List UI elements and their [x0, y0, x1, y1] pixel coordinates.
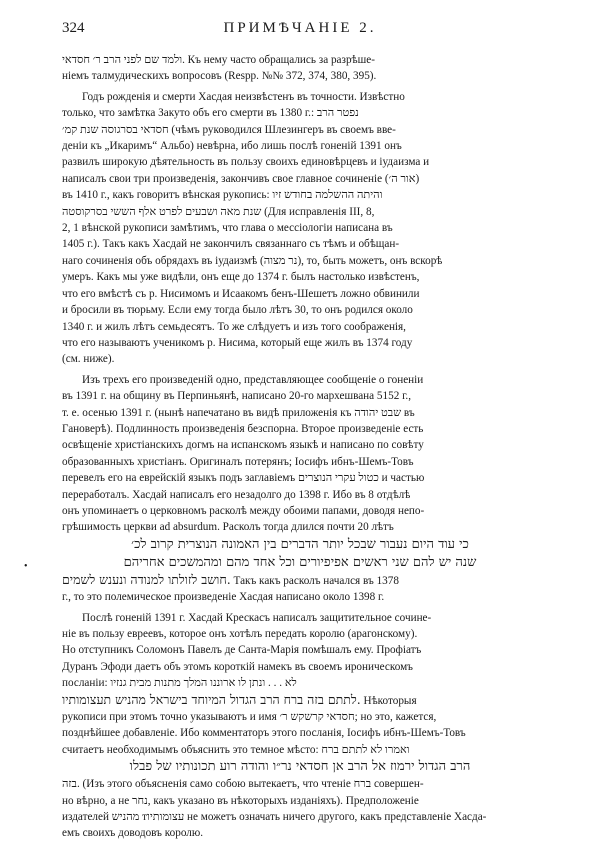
text-line: посланіи: לא . . . ונתן לו ארוננו המלך מתנות מבית גנזיו — [62, 677, 297, 690]
text-line: חסדאי בסרגוסה שנת קמ׳ (чѣмъ руководился Шлезингеръ въ своемъ вве- — [62, 123, 396, 136]
page-body — [62, 52, 538, 842]
text-line: емъ своихъ доводовъ королю. — [62, 827, 203, 840]
text-line: только, что замѣтка Закуто объ его смерти въ 1380 г.: נפטר הרב — [62, 107, 359, 120]
text-line: ніемъ талмудическихъ вопросовъ (Respp. №№ 372, 374, 380, 395). — [62, 70, 377, 83]
text-line: переработалъ. Хасдай написалъ его незадолго до 1398 г. Ибо въ 8 отдѣлѣ — [62, 488, 411, 501]
text-line: освѣщеніе христіанскихъ догмъ на испанскомъ языкѣ и написано по совѣту — [62, 439, 424, 452]
text-line: и бросили въ тюрьму. Если ему тогда было лѣтъ 30, то онъ родился около — [62, 304, 413, 317]
text-line: בזה. (Изъ этого объясненія само собою вытекаетъ, что чтеніе ברח совершен- — [62, 778, 424, 791]
text-line: въ 1410 г., какъ говоритъ вѣнская рукопись: והיתה ההשלמה בחודש זיו — [62, 189, 383, 202]
text-line — [62, 572, 538, 589]
text-line: рукописи при этомъ точно указываютъ и имя חסדאי קרשקש ר׳; но это, кажется, — [62, 711, 437, 724]
hebrew-quote-line: כי עוד היום נעבור שבכל יותר הדברים בין האמונה הנוצרית קרוב לכ׳ — [131, 536, 469, 552]
margin-mark: • — [24, 561, 28, 572]
text-line — [62, 692, 538, 709]
text-line: умеръ. Какъ мы уже видѣли, онъ еще до 1374 г. былъ настолько извѣстенъ, — [62, 271, 420, 284]
text-line: перевелъ его на еврейскій языкъ подъ заглавіемъ כטול עקרי הנוצרים и частью — [62, 472, 425, 485]
page-number: 324 — [62, 20, 85, 36]
text-line: въ 1391 г. на общину въ Перпиньянѣ, написано 20-го мархешвана 5152 г., — [62, 390, 412, 403]
text-line: Дуранъ Эфоди даетъ объ этомъ короткій намекъ въ своемъ ироническомъ — [62, 660, 413, 673]
text-line: образованныхъ христіанъ. Оригиналъ потерянъ; Іосифъ ибнъ-Шемъ-Товъ — [62, 455, 414, 468]
text-line: онъ упоминаетъ о церковномъ расколѣ между обоими папами, доводя непо- — [62, 504, 425, 517]
hebrew-quote-line: לתתם בזה ברח הרב הגדול המיוחד בישראל מהניש תעצומותיו. — [62, 691, 361, 707]
text-line: Годъ рожденія и смерти Хасдая неизвѣстенъ въ точности. Извѣстно — [82, 90, 405, 103]
text-line: грѣшимость церкви ad absurdum. Расколъ тогда длился почти 20 лѣтъ — [62, 521, 394, 534]
text-line: ніе въ пользу евреевъ, которое онъ хотѣлъ передать королю (арагонскому). — [62, 628, 418, 640]
text-line: Но отступникъ Соломонъ Павелъ де Санта-Марія помѣшалъ ему. Профіатъ — [62, 644, 422, 657]
text-line: издателей מהניש тעצומותיו не можетъ означать ничего другого, какъ представленіе Хасда- — [62, 811, 487, 824]
text-line: но вѣрно, а не נחר, какъ указано въ нѣкоторыхъ изданіяхъ). Предположеніе — [62, 794, 419, 807]
page-header — [62, 20, 538, 42]
text-span: Такъ какъ расколъ начался въ 1378 — [233, 574, 399, 587]
hebrew-quote-line: הרב הגדול ירמוז אל הרב אן חסדאי נר״ו והודה רוע תכונותיו של פבלו — [129, 759, 471, 775]
text-line: развилъ широкую дѣятельность въ пользу своихъ единовѣрцевъ и іудаизма и — [62, 156, 430, 169]
running-title: ПРИМѢЧАНІЕ 2. — [223, 20, 377, 36]
text-line: (см. ниже). — [62, 353, 115, 366]
text-line: Гановерѣ). Подлинность произведенія безспорна. Второе произведеніе есть — [62, 422, 424, 435]
text-line: позднѣйшее добавленіе. Ибо комментаторъ этого посланія, Іосифъ ибнъ-Шемъ-Товъ — [62, 727, 466, 740]
hebrew-quote-line: שנה יש להם שני ראשים אפיפיורים וכל אחד מהם ומהמשכים אחריהם — [123, 554, 477, 570]
text-line: написалъ свои три произведенія, закончивъ свое главное сочиненіе (אור ה׳) — [62, 172, 420, 185]
text-line: считаетъ необходимымъ объяснить это темное мѣсто: ואמרו לא לתתם ברח — [62, 743, 410, 756]
text-line: г., то это полемическое произведеніе Хасдая написано около 1398 г. — [62, 591, 385, 604]
text-span: Нѣкоторыя — [363, 694, 417, 707]
text-line: наго сочиненія объ обрядахъ въ іудаизмѣ (נר מצוה), то, быть можетъ, онъ вскорѣ — [62, 254, 443, 267]
text-line: что его вмѣстѣ съ р. Нисимомъ и Исаакомъ бенъ-Шешетъ ложно обвинили — [62, 287, 420, 300]
text-line: שנת מאה ושבעים לפרט אלף הששי בסרקוסטה (Для исправленія III, 8, — [62, 205, 375, 218]
text-line: т. е. осенью 1391 г. (нынѣ напечатано въ видѣ приложенія къ שבט יהודה въ — [62, 406, 415, 419]
text-line: Послѣ гоненій 1391 г. Хасдай Крескасъ написалъ защитительное сочине- — [82, 611, 432, 624]
text-line: 2, 1 вѣнской рукописи замѣтимъ, что глава о мессіологіи написана въ — [62, 222, 393, 235]
text-line: деніи къ „Икаримъ“ Альбо) невѣрна, ибо лишь послѣ гоненій 1391 онъ — [62, 140, 402, 153]
hebrew-quote-line: חושב לזולתו למנודה ונענש לשמים. — [62, 571, 231, 587]
text-line: Изъ трехъ его произведеній одно, представляющее сообщеніе о гоненіи — [82, 373, 424, 386]
text-line: ולמד שם לפני הרב ר׳ חסדאי. Къ нему часто обращались за разрѣше- — [62, 54, 375, 66]
text-line: 1405 г.). Такъ какъ Хасдай не закончилъ связаннаго съ тѣмъ и обѣщан- — [62, 238, 400, 251]
text-line: что его называютъ ученикомъ р. Нисима, который еще жилъ въ 1374 году — [62, 336, 413, 349]
text-line: 1340 г. и жилъ лѣтъ семьдесятъ. То же слѣдуетъ и изъ того соображенія, — [62, 320, 406, 333]
